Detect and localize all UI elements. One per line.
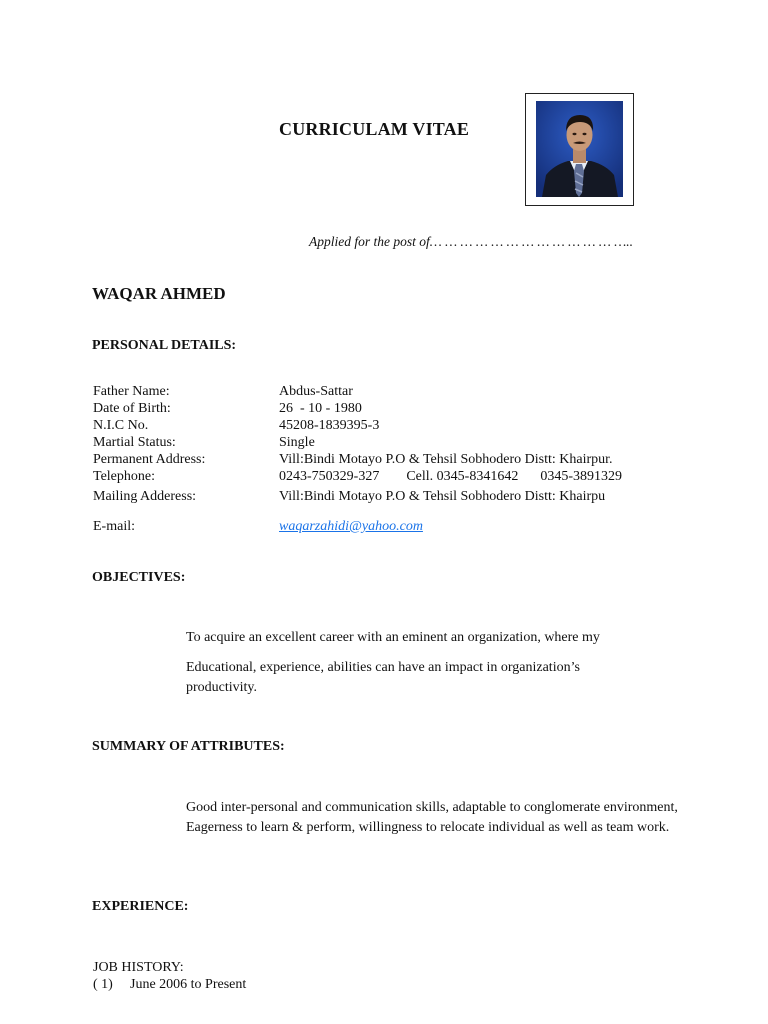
- cell2-value: 0345-3891329: [540, 469, 622, 484]
- mailing-address-value: Vill:Bindi Motayo P.O & Tehsil Sobhodero Distt: Khairpu: [279, 489, 606, 504]
- father-name-value: Abdus-Sattar: [279, 384, 353, 399]
- applied-for-post: Applied for the post of… … … … … … … … … … … … …..: [309, 234, 634, 249]
- document-title: CURRICULAM VITAE: [279, 119, 470, 139]
- marital-status-label: Martial Status:: [93, 435, 176, 450]
- dob-value: 26 - 10 - 1980: [279, 401, 362, 416]
- objectives-line-1: To acquire an excellent career with an eminent an organization, where my: [186, 630, 600, 645]
- marital-status-value: Single: [279, 435, 315, 450]
- telephone-label: Telephone:: [93, 469, 155, 484]
- job-1-period: June 2006 to Present: [130, 977, 247, 992]
- father-name-label: Father Name:: [93, 384, 170, 399]
- job-history-label: JOB HISTORY:: [93, 960, 184, 975]
- profile-photo: [525, 93, 634, 206]
- summary-heading: SUMMARY OF ATTRIBUTES:: [92, 739, 285, 754]
- telephone-value: 0243-750329-327: [279, 469, 380, 484]
- dob-label: Date of Birth:: [93, 401, 171, 416]
- mailing-address-label: Mailing Adderess:: [93, 489, 197, 504]
- candidate-name: WAQAR AHMED: [92, 284, 226, 303]
- objectives-heading: OBJECTIVES:: [92, 570, 186, 585]
- objectives-line-2: Educational, experience, abilities can have an impact in organization’s productivity.: [186, 660, 580, 695]
- permanent-address-label: Permanent Address:: [93, 452, 206, 467]
- telephone-row: [279, 469, 622, 485]
- email-label: E-mail:: [93, 519, 135, 534]
- cell-value: Cell. 0345-8341642: [406, 469, 519, 484]
- personal-details-heading: PERSONAL DETAILS:: [92, 338, 237, 353]
- permanent-address-value: Vill:Bindi Motayo P.O & Tehsil Sobhodero Distt: Khairpur.: [279, 452, 613, 467]
- summary-text: Good inter-personal and communication skills, adaptable to conglomerate environment, Eagerness to learn & perform, willingness to relocate individual as well as team work.: [186, 800, 678, 835]
- email-link[interactable]: waqarzahidi@yahoo.com: [279, 519, 423, 534]
- portrait-image: [536, 101, 623, 197]
- nic-label: N.I.C No.: [93, 418, 149, 433]
- experience-heading: EXPERIENCE:: [92, 899, 189, 914]
- job-1-index: ( 1): [93, 977, 113, 992]
- nic-value: 45208-1839395-3: [279, 418, 380, 433]
